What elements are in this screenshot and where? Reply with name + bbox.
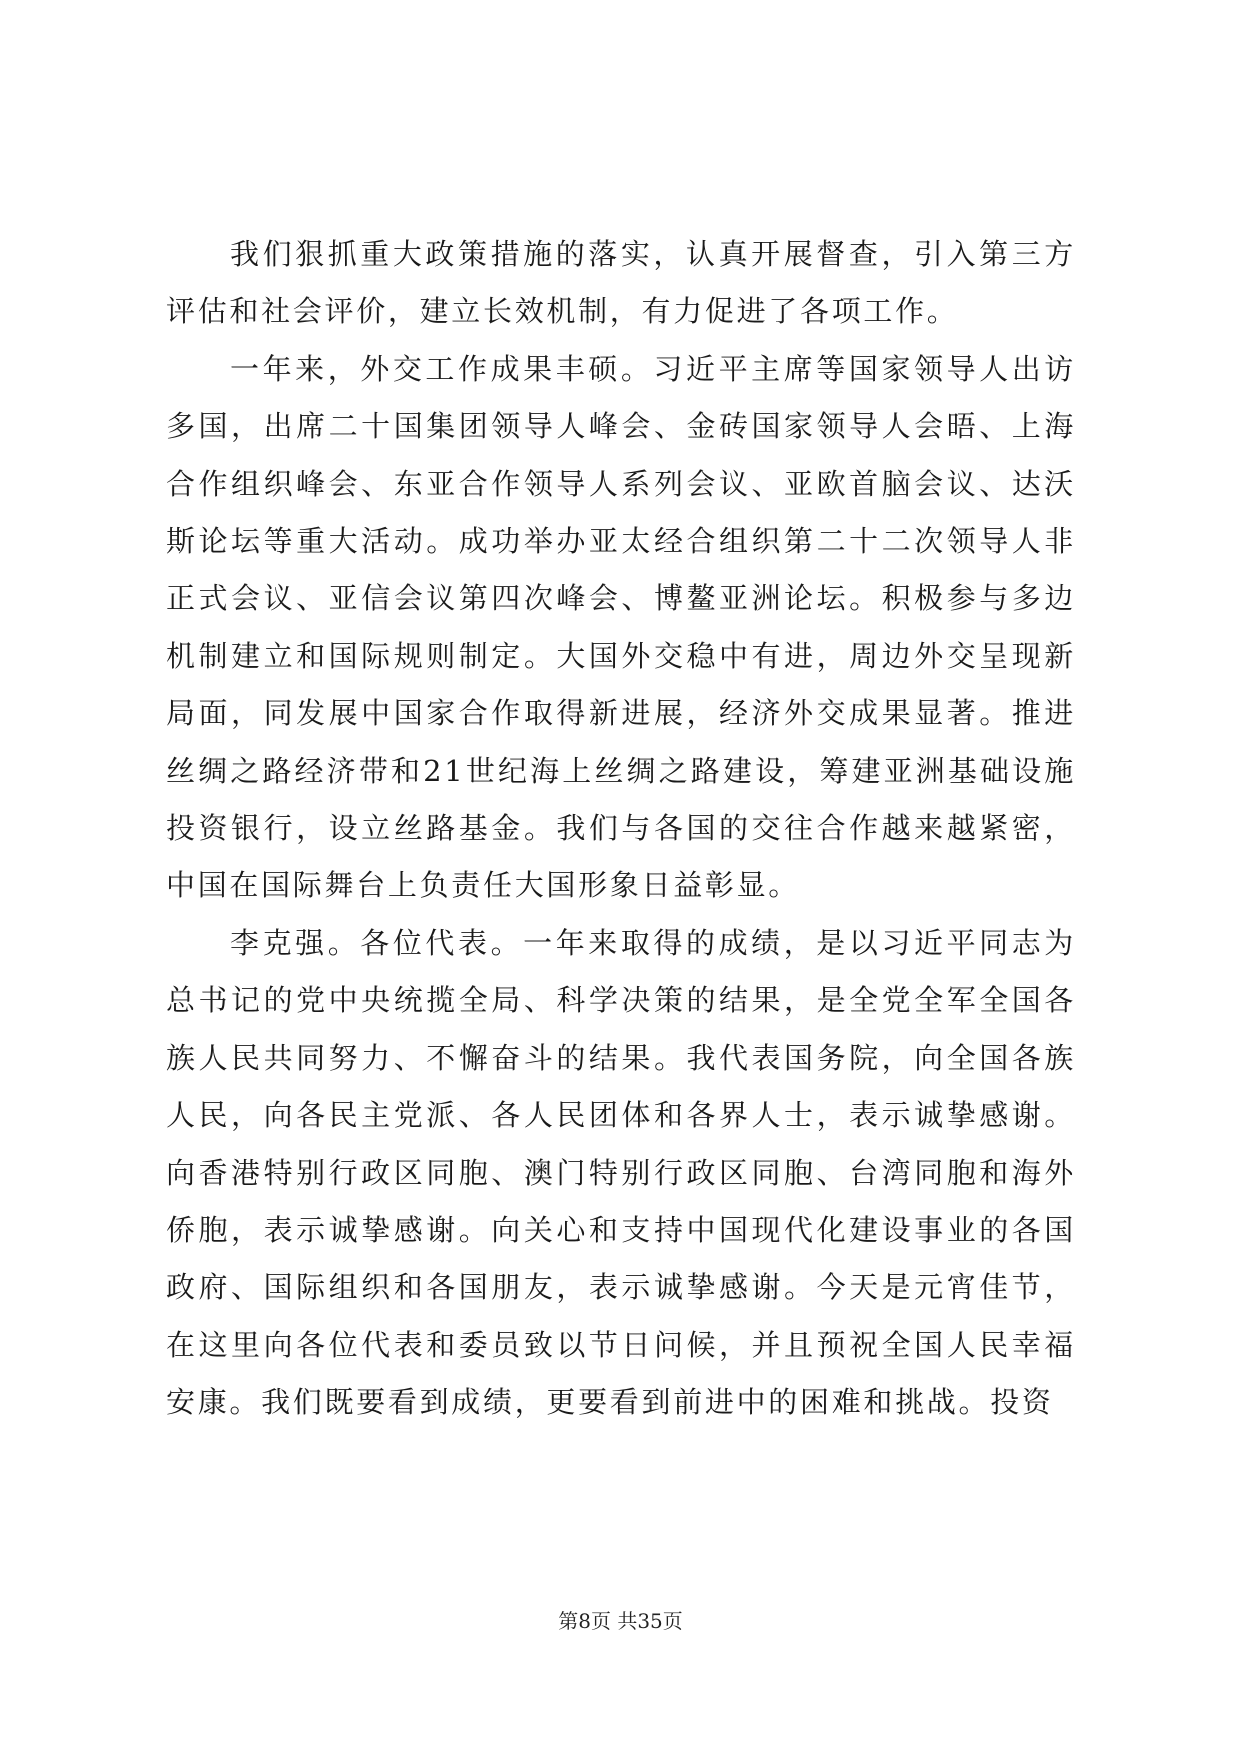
paragraph-policy-implementation: 我们狠抓重大政策措施的落实，认真开展督查，引入第三方评估和社会评价，建立长效机制，有力促进了各项工作。 — [166, 237, 1076, 329]
document-body — [166, 226, 1076, 1432]
paragraph-diplomacy: 一年来，外交工作成果丰硕。习近平主席等国家领导人出访多国，出席二十国集团领导人峰会、金砖国家领导人会晤、上海合作组织峰会、东亚合作领导人系列会议、亚欧首脑会议、达沃斯论坛等重大活动。成功举办亚太经合组织第二十二次领导人非正式会议、亚信会议第四次峰会、博鳌亚洲论坛。积极参与多边机制建立和国际规则制定。大国外交稳中有进，周边外交呈现新局面，同发展中国家合作取得新进展，经济外交成果显著。推进丝绸之路经济带和21世纪海上丝绸之路建设，筹建亚洲基础设施投资银行，设立丝路基金。我们与各国的交往合作越来越紧密，中国在国际舞台上负责任大国形象日益彰显。 — [166, 351, 1076, 903]
page-number-indicator: 第8页 共35页 — [558, 1609, 683, 1633]
page-footer — [0, 1606, 1241, 1636]
paragraph-acknowledgements: 李克强。各位代表。一年来取得的成绩，是以习近平同志为总书记的党中央统揽全局、科学决策的结果，是全党全军全国各族人民共同努力、不懈奋斗的结果。我代表国务院，向全国各族人民，向各民主党派、各人民团体和各界人士，表示诚挚感谢。向香港特别行政区同胞、澳门特别行政区同胞、台湾同胞和海外侨胞，表示诚挚感谢。向关心和支持中国现代化建设事业的各国政府、国际组织和各国朋友，表示诚挚感谢。今天是元宵佳节，在这里向各位代表和委员致以节日问候，并且预祝全国人民幸福安康。我们既要看到成绩，更要看到前进中的困难和挑战。投资 — [166, 925, 1076, 1420]
